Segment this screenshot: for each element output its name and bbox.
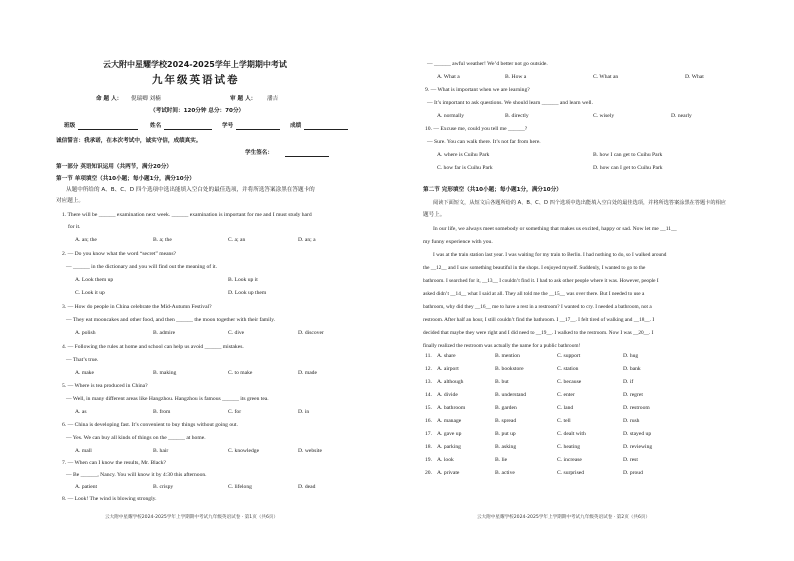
q2-stem: 2. — Do you know what the word “secret” means? [62, 251, 177, 257]
q6-option-d[interactable]: D. website [298, 448, 322, 454]
q6-option-c[interactable]: C. knowledge [228, 448, 260, 454]
cloze-option-d[interactable]: D. rush [623, 418, 640, 424]
q8-option-c[interactable]: C. What an [593, 74, 619, 80]
cloze-question-number: 19. [425, 457, 432, 463]
q7-stem-cont: — Be ______, Nancy. You will know it by 4:30 this afternoon. [66, 472, 207, 478]
q3-option-a[interactable]: A. polish [75, 330, 96, 336]
q4-option-a[interactable]: A. make [75, 370, 94, 376]
exam-title: 云大附中星耀学校2024-2025学年上学期期中考试 [103, 60, 287, 69]
cloze-option-b[interactable]: B. but [495, 379, 509, 385]
q9-option-b[interactable]: B. directly [505, 113, 529, 119]
q10-stem: 10. — Excuse me, could you tell me ______? [425, 126, 528, 132]
q8-option-b[interactable]: B. How a [505, 74, 527, 80]
q10-stem-cont: — Sure. You can walk there. It’s not far from here. [427, 139, 541, 145]
q3-option-d[interactable]: D. discover [298, 330, 324, 336]
q2-option-d[interactable]: D. Look up them [228, 290, 267, 296]
cloze-option-d[interactable]: D. proud [623, 470, 643, 476]
q8-option-a[interactable]: A. What a [437, 74, 460, 80]
cloze-option-d[interactable]: D. stayed up [623, 431, 652, 437]
q5-option-a[interactable]: A. as [75, 409, 87, 415]
cloze-option-a[interactable]: A. private [437, 470, 460, 476]
cloze-question-number: 20. [425, 470, 432, 476]
q5-option-d[interactable]: D. in [298, 409, 310, 415]
cloze-option-c[interactable]: C. tell [557, 418, 571, 424]
cloze-question-number: 14. [425, 392, 432, 398]
q4-stem-cont: — That’s true. [66, 357, 99, 363]
field-score-line[interactable] [304, 123, 348, 130]
cloze-option-a[interactable]: A. gave up [437, 431, 462, 437]
cloze-option-c[interactable]: C. enter [557, 392, 575, 398]
cloze-option-c[interactable]: C. dealt with [557, 431, 586, 437]
passage-line: my funny experience with you. [423, 239, 493, 245]
field-number-line[interactable] [236, 123, 280, 130]
q9-option-a[interactable]: A. normally [437, 113, 465, 119]
passage-line: decided that maybe they were right and I did need to __19__. I walked to the restroom. Now I was __20__. I [423, 330, 654, 336]
cloze-option-c[interactable]: C. because [557, 379, 582, 385]
reviewer-name: 潘吉 [267, 96, 279, 102]
cloze-option-a[interactable]: A. look [437, 457, 454, 463]
q9-option-c[interactable]: C. wisely [593, 113, 615, 119]
cloze-option-b[interactable]: B. spread [495, 418, 517, 424]
q4-option-b[interactable]: B. making [153, 370, 177, 376]
q7-option-b[interactable]: B. crispy [153, 484, 174, 490]
q3-option-b[interactable]: B. admire [153, 330, 176, 336]
cloze-option-d[interactable]: D. restroom [623, 405, 650, 411]
cloze-option-b[interactable]: B. garden [495, 405, 517, 411]
q6-stem-cont: — Yes. We can buy all kinds of things on the ______ at home. [66, 435, 206, 441]
q6-option-b[interactable]: B. hair [153, 448, 169, 454]
q3-stem-cont: — They eat mooncakes and other food, and then ______ the moon together with their family. [66, 317, 276, 323]
q5-option-b[interactable]: B. from [153, 409, 171, 415]
q1-stem: 1. There will be ______ examination next week. ______ examination is important for me and I must study hard [62, 212, 312, 218]
cloze-question-number: 16. [425, 418, 432, 424]
cloze-option-b[interactable]: B. asking [495, 444, 517, 450]
q2-stem-cont: — ______ in the dictionary and you will find out the meaning of it. [66, 264, 218, 270]
cloze-option-d[interactable]: D. if [623, 379, 634, 385]
cloze-option-a[interactable]: A. airport [437, 366, 459, 372]
q1-stem-cont: for it. [68, 224, 81, 230]
q10-option-b[interactable]: B. how I can get to Cuihu Park [593, 152, 663, 158]
cloze-option-d[interactable]: D. regret [623, 392, 643, 398]
section1-instruction: 从题中所给的 A、B、C、D 四个选项中选出能填入空白处的最佳选项，并将所选答案涂黑在答题卡的 [66, 187, 315, 193]
cloze-option-c[interactable]: C. surprised [557, 470, 585, 476]
q1-option-d[interactable]: D. an; a [298, 237, 316, 243]
passage-line: asked didn’t __14__ what I said at all. They all told me the __15__ was over there. But I needed to use a [423, 291, 645, 297]
q5-stem: 5. — Where is tea produced in China? [62, 383, 148, 389]
passage-line: bathroom. I searched for it, __13__ I couldn’t find it. I had to ask other people where it was. However, people I [423, 278, 659, 284]
passage-line: In our life, we always meet somebody or something that makes us excited, happy or sad. Now let me __11__ [433, 226, 677, 232]
cloze-option-c[interactable]: C. land [557, 405, 574, 411]
cloze-option-d[interactable]: D. rest [623, 457, 638, 463]
field-number-label: 学号 [222, 123, 234, 129]
q9-stem: 9. — What is important when we are learning? [425, 87, 530, 93]
field-name-label: 姓名 [150, 123, 162, 129]
q9-stem-cont: — It’s important to ask questions. We should learn ______ and learn well. [427, 100, 593, 106]
cloze-option-d[interactable]: D. hug [623, 353, 639, 359]
cloze-option-a[interactable]: A. bathroom [437, 405, 466, 411]
cloze-option-b[interactable]: B. bookstore [495, 366, 524, 372]
cloze-option-a[interactable]: A. although [437, 379, 464, 385]
cloze-question-number: 11. [425, 353, 432, 359]
q10-option-a[interactable]: A. where is Cuihu Park [437, 152, 490, 158]
q7-option-a[interactable]: A. patient [75, 484, 98, 490]
cloze-option-a[interactable]: A. manage [437, 418, 462, 424]
section1-heading: 第一节 单项填空（共10小题；每小题1分，满分10分） [56, 176, 195, 182]
setter-names: 倪瑞卿 刘楠 [131, 96, 161, 102]
cloze-question-number: 13. [425, 379, 432, 385]
section2-heading: 第二节 完形填空（共10小题；每小题1分，满分10分） [423, 187, 562, 193]
q8-stem: 8. — Look! The wind is blowing strongly. [62, 496, 157, 502]
signature-line[interactable] [285, 150, 329, 157]
honesty-pledge: 诚信誓言：我承诺，在本次考试中，诚实守信，成绩真实。 [56, 138, 202, 144]
cloze-option-a[interactable]: A. divide [437, 392, 458, 398]
signature-label: 学生签名： [245, 150, 273, 156]
q5-option-c[interactable]: C. for [228, 409, 242, 415]
cloze-option-d[interactable]: D. bank [623, 366, 641, 372]
cloze-option-d[interactable]: D. reviewing [623, 444, 653, 450]
cloze-option-b[interactable]: B. lie [495, 457, 508, 463]
page-right [397, 0, 794, 561]
q2-option-a[interactable]: A. Look them up [75, 277, 114, 283]
cloze-option-b[interactable]: B. understand [495, 392, 527, 398]
q7-stem: 7. — When can I know the results, Mr. Black? [62, 460, 166, 466]
q10-option-c[interactable]: C. how far is Cuihu Park [437, 165, 493, 171]
passage-line: the __12__ and I saw something beautiful in the shops. I enjoyed myself. Suddenly, I wanted to go to the [423, 265, 646, 271]
q10-option-d[interactable]: D. how can I get to Cuihu Park [593, 165, 663, 171]
q1-option-b[interactable]: B. a; the [153, 237, 172, 243]
page-footer-left: 云大附中星耀学校2024-2025学年上学期期中考试九年级英语试卷 · 第1页（共6页） [105, 515, 279, 520]
q7-option-d[interactable]: D. dead [298, 484, 316, 490]
cloze-option-b[interactable]: B. active [495, 470, 515, 476]
cloze-option-a[interactable]: A. parking [437, 444, 461, 450]
q8-option-d[interactable]: D. What [685, 74, 704, 80]
field-name-line[interactable] [164, 123, 212, 130]
passage-line: bathroom, why did they __16__ me to have a rest in a restroom? I wanted to cry. I needed a bathroom, not a [423, 304, 652, 310]
q6-stem: 6. — China is developing fast. It’s convenient to buy things without going out. [62, 422, 238, 428]
cloze-option-c[interactable]: C. increase [557, 457, 582, 463]
reviewer-label: 审 题 人： [230, 96, 257, 102]
setter-label: 命 题 人： [96, 96, 123, 102]
section2-instruction: 阅读下面短文，从短文后各题所给的 A、B、C、D 四个选项中选出能填入空白处的最佳选项，并将所选答案涂黑在答题卡的相应 [433, 200, 726, 206]
cloze-option-b[interactable]: B. put up [495, 431, 516, 437]
q1-option-c[interactable]: C. a; an [228, 237, 246, 243]
section1-instruction-cont: 对应题上。 [56, 198, 84, 204]
q4-stem: 4. — Following the rules at home and school can help us avoid ______ mistakes. [62, 344, 244, 350]
q5-stem-cont: — Well, in many different areas like Hangzhou. Hangzhou is famous ______ its green tea. [66, 396, 269, 402]
exam-subtitle: 九年级英语试卷 [152, 74, 240, 86]
cloze-question-number: 18. [425, 444, 432, 450]
field-class-line[interactable] [78, 123, 138, 130]
cloze-option-a[interactable]: A. share [437, 353, 456, 359]
passage-line: finally realized the restroom was actually the name for a public bathroom! [423, 343, 581, 349]
q2-option-c[interactable]: C. Look it up [75, 290, 105, 296]
exam-info: （考试时间：120分钟 总分：70分） [150, 108, 245, 114]
section2-instruction-cont: 题号上。 [423, 212, 446, 218]
field-score-label: 成绩 [290, 123, 302, 129]
passage-line: I was at the train station last year. I was waiting for my train to Berlin. I had nothing to do, so I walked around [433, 252, 667, 258]
cloze-option-b[interactable]: B. mention [495, 353, 520, 359]
q1-option-a[interactable]: A. an; the [75, 237, 97, 243]
q6-option-a[interactable]: A. mall [75, 448, 92, 454]
q3-option-c[interactable]: C. dive [228, 330, 245, 336]
q4-option-c[interactable]: C. to make [228, 370, 253, 376]
page-footer-right: 云大附中星耀学校2024-2025学年上学期期中考试九年级英语试卷 · 第2页（共6页） [477, 515, 651, 520]
cloze-question-number: 17. [425, 431, 432, 437]
q9-option-d[interactable]: D. nearly [671, 113, 692, 119]
part1-heading: 第一部分 英语知识运用（共两节，满分20分） [56, 164, 173, 170]
cloze-question-number: 15. [425, 405, 432, 411]
q2-option-b[interactable]: B. Look up it [228, 277, 258, 283]
q8-stem-cont: — ______ awful weather! We’d better not go outside. [427, 61, 548, 67]
q7-option-c[interactable]: C. lifelong [228, 484, 252, 490]
cloze-option-c[interactable]: C. heating [557, 444, 580, 450]
cloze-question-number: 12. [425, 366, 432, 372]
q3-stem: 3. — How do people in China celebrate the Mid-Autumn Festival? [62, 304, 212, 310]
field-class-label: 班级 [64, 123, 76, 129]
cloze-option-c[interactable]: C. station [557, 366, 579, 372]
passage-line: restroom. After half an hour, I still couldn’t find the bathroom. I __17__. I felt tired of walking and __18__. I [423, 317, 655, 323]
q4-option-d[interactable]: D. made [298, 370, 317, 376]
cloze-option-c[interactable]: C. support [557, 353, 581, 359]
